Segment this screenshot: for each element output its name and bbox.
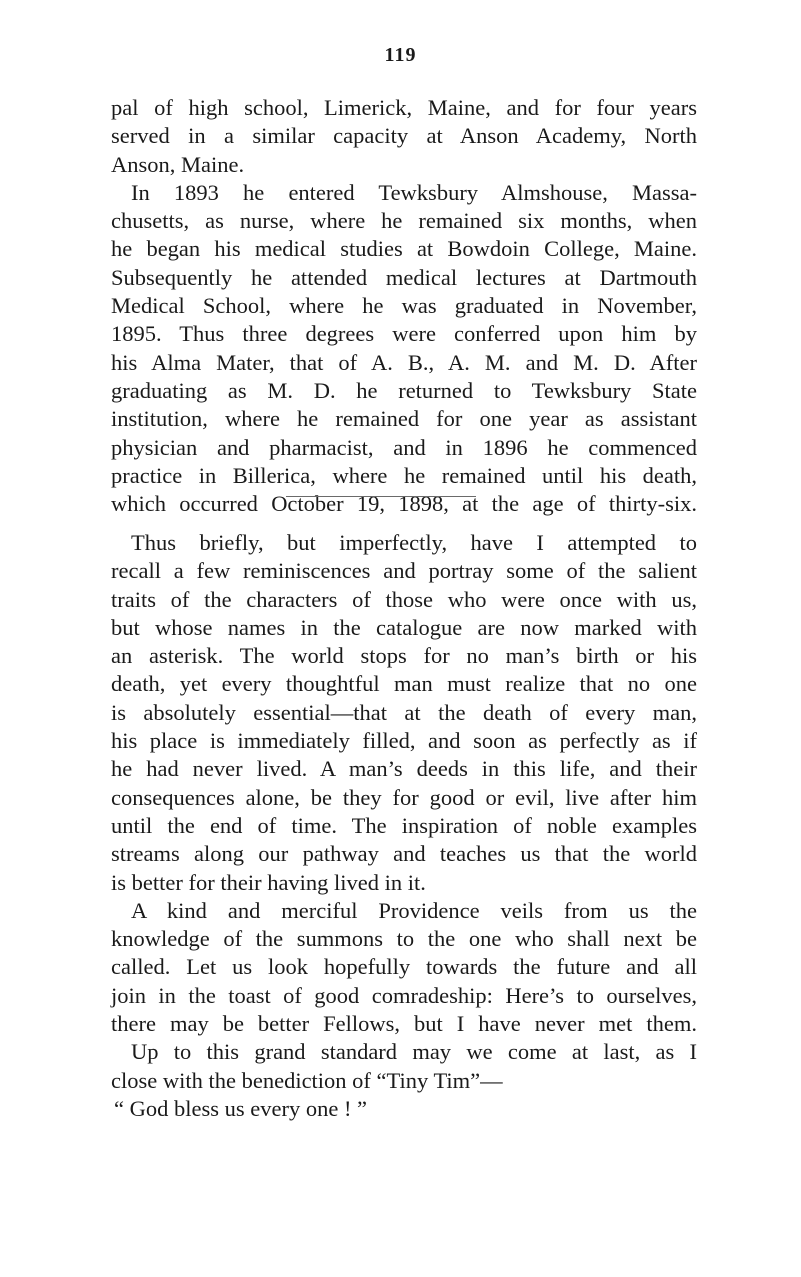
- text-line: Thus briefly, but imperfectly, have I attempted to: [131, 530, 697, 555]
- text-line: institution, where he remained for one year as assistant: [111, 406, 697, 432]
- text-line: his place is immediately filled, and soon as perfectly as if: [111, 728, 697, 754]
- text-line: Up to this grand standard may we come at last, as I: [131, 1039, 697, 1065]
- text-line: A kind and merciful Providence veils from us the: [131, 897, 697, 923]
- text-line: he had never lived. A man’s deeds in this life, and their: [111, 756, 697, 782]
- text-line: physician and pharmacist, and in 1896 he commenced: [111, 434, 697, 460]
- text-line: consequences alone, be they for good or evil, live after him: [111, 784, 697, 810]
- text-line: an asterisk. The world stops for no man’s birth or his: [111, 643, 697, 669]
- text-line: there may be better Fellows, but I have never met them.: [111, 1011, 697, 1037]
- text-line: is better for their having lived in it.: [111, 869, 426, 895]
- text-line: pal of high school, Limerick, Maine, and for four years: [111, 95, 697, 120]
- paragraph-closing: [111, 529, 697, 1123]
- text-line: served in a similar capacity at Anson Academy, North: [111, 123, 697, 149]
- text-line: “ God bless us every one ! ”: [114, 1095, 368, 1121]
- text-line: Subsequently he attended medical lectures at Dartmouth: [111, 264, 697, 290]
- text-line: which occurred October 19, 1898, at the age of thirty-six.: [111, 491, 697, 517]
- text-line: graduating as M. D. he returned to Tewksbury State: [111, 377, 697, 403]
- text-line: is absolutely essential—that at the death of every man,: [111, 699, 697, 725]
- text-line: streams along our pathway and teaches us that the world: [111, 841, 697, 867]
- text-line: chusetts, as nurse, where he remained six months, when: [111, 208, 697, 234]
- text-line: knowledge of the summons to the one who shall next be: [111, 926, 697, 952]
- text-line: called. Let us look hopefully towards the future and all: [111, 954, 697, 980]
- text-line: 1895. Thus three degrees were conferred upon him by: [111, 321, 697, 347]
- page-number: 119: [384, 44, 417, 66]
- text-line: traits of the characters of those who were once with us,: [111, 586, 697, 612]
- text-line: Medical School, where he was graduated in November,: [111, 293, 697, 319]
- text-line: recall a few reminiscences and portray some of the salient: [111, 558, 697, 584]
- section-divider: [286, 496, 476, 497]
- text-line: but whose names in the catalogue are now marked with: [111, 614, 697, 640]
- text-line: join in the toast of good comradeship: Here’s to ourselves,: [111, 982, 697, 1008]
- paragraph-biography: [111, 94, 697, 518]
- text-line: his Alma Mater, that of A. B., A. M. and M. D. After: [111, 349, 697, 375]
- text-line: In 1893 he entered Tewksbury Almshouse, Massa-: [131, 179, 697, 205]
- text-line: until the end of time. The inspiration of noble examples: [111, 812, 697, 838]
- text-line: practice in Billerica, where he remained until his death,: [111, 462, 697, 488]
- text-line: Anson, Maine.: [111, 151, 245, 177]
- text-line: close with the benediction of “Tiny Tim”—: [111, 1067, 503, 1093]
- text-line: he began his medical studies at Bowdoin College, Maine.: [111, 236, 697, 262]
- text-line: death, yet every thoughtful man must realize that no one: [111, 671, 697, 697]
